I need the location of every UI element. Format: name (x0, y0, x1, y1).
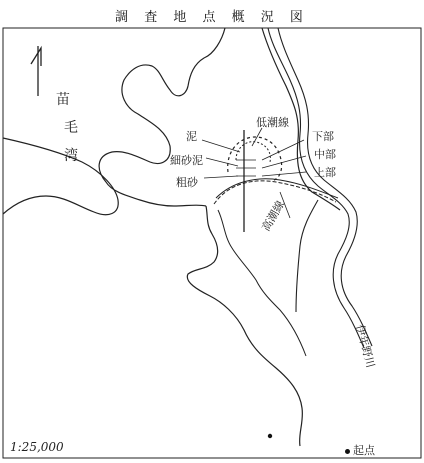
legend-start-point-icon (345, 449, 350, 454)
bay-label-2: 毛 (64, 120, 78, 136)
low-tide-line (236, 142, 270, 162)
start-point-icon (268, 434, 272, 438)
coastline-south (187, 206, 302, 446)
lower-label: 下部 (312, 130, 334, 143)
low-tide-label: 低潮線 (256, 116, 289, 129)
map-title: 調 査 地 点 概 況 図 (115, 10, 309, 25)
river-label: 伊年野川 (353, 323, 378, 370)
bay-label-1: 苗 (56, 92, 70, 108)
upper-label: 上部 (314, 166, 336, 179)
high-tide-label: 高潮線 (259, 198, 288, 234)
coarse-sand-label: 粗砂 (176, 176, 198, 189)
mud-label: 泥 (186, 130, 197, 143)
map-scale: 1:25,000 (10, 440, 64, 454)
legend (345, 442, 375, 458)
river-channel (268, 28, 372, 348)
north-arrow-icon (31, 46, 41, 96)
coastline-west-peninsula (3, 138, 118, 215)
bay-label-3: 湾 (64, 148, 78, 164)
fine-sand-mud-label: 細砂泥 (170, 154, 203, 167)
middle-label: 中部 (314, 148, 336, 161)
legend-start-point-label: 起点 (353, 444, 375, 457)
coastline-mainland (99, 28, 225, 206)
coastline-inner (218, 210, 306, 356)
